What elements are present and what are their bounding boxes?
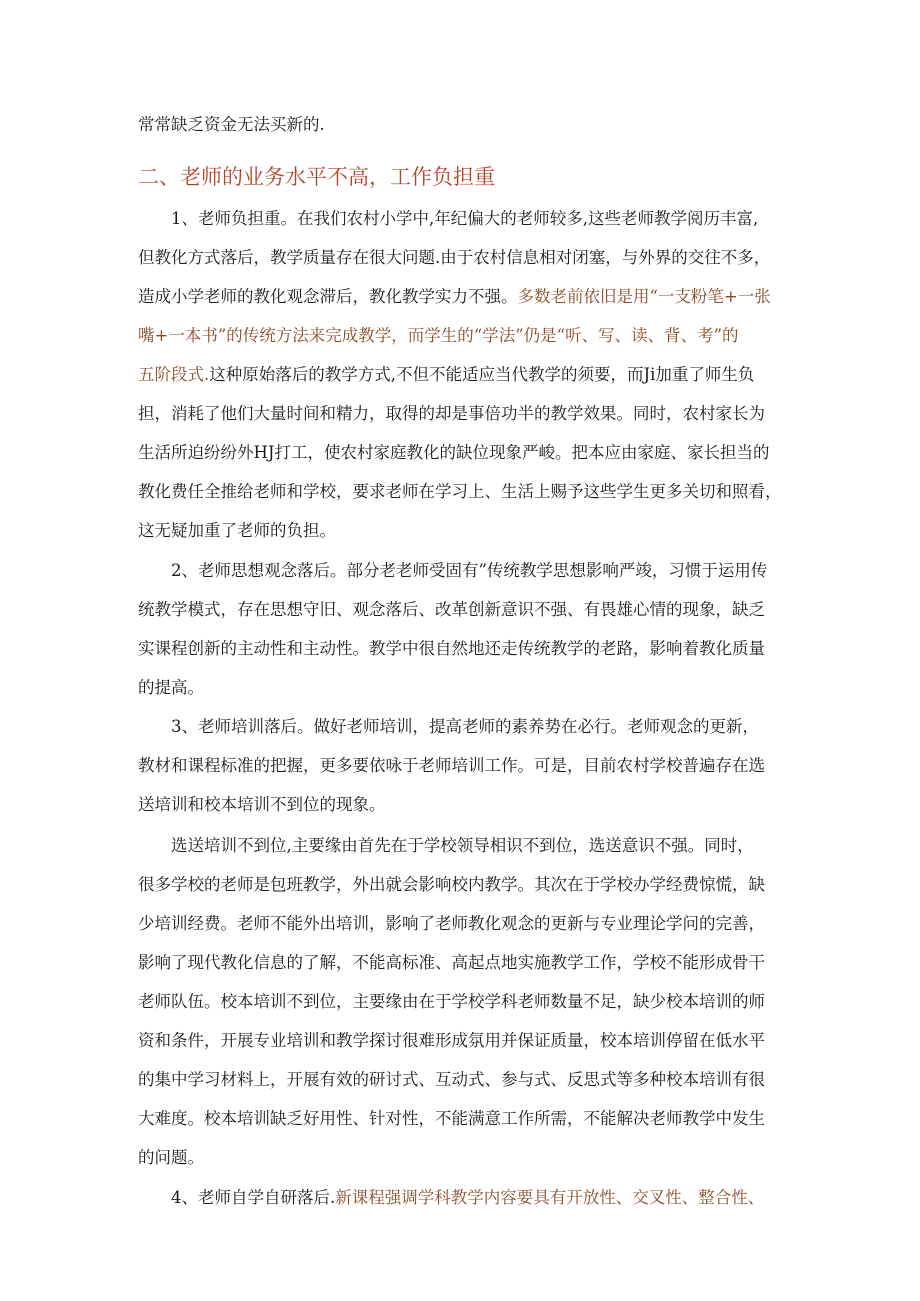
p1-line-1: 1、老师负担重。在我们农村小学中,年纪偏大的老师较多,这些老师教学阅历丰富, — [171, 209, 759, 228]
p1-line-3-text: 造成小学老师的教化观念滞后，教化教学实力不强。 — [138, 287, 518, 306]
p4-line-7: 的集中学习材料上，开展有效的研讨式、互动式、参与式、反思式等多种校本培训有很 — [138, 1070, 765, 1089]
p1-line-8: 教化费任全推给老师和学校，要求老师在学习上、生活上赐予这些学生更多关切和照看， — [138, 482, 782, 501]
p4-line-3: 少培训经费。老师不能外出培训，影响了老师教化观念的更新与专业理论学问的完善， — [138, 914, 765, 933]
p5-line-1 — [171, 1186, 764, 1210]
p2-line-3: 实课程创新的主动性和主动性。教学中很自然地还走传统教学的老路，影响着教化质量 — [138, 639, 765, 658]
p1-line-5 — [138, 363, 754, 387]
p4-line-6: 资和条件，开展专业培训和教学探讨很难形成氛用并保证质量，校本培训停留在低水平 — [138, 1031, 765, 1050]
p1-line-5-text: 这种原始落后的教学方式,不但不能适应当代教学的须要，而Ji加重了师生负 — [209, 365, 755, 384]
p3-line-2: 教材和课程标准的把握，更多要依咏于老师培训工作。可是，目前农村学校普遍存在选 — [138, 756, 765, 775]
p4-line-1: 选送培训不到位,主要缘由首先在于学校领导相识不到位，选送意识不强。同时， — [171, 836, 754, 855]
p2-line-1: 2、老师思想观念落后。部分老老师受固有”传统教学思想影响严竣，习惯于运用传 — [171, 561, 768, 580]
section-heading: 二、老师的业务水平不高，工作负担重 — [138, 165, 495, 189]
p1-line-7: 生活所迫纷纷外HJ打工，使农村家庭教化的缺位现象严峻。把本应由家庭、家长担当的 — [138, 443, 770, 462]
p1-line-3 — [138, 285, 771, 309]
p1-line-4: 嘴+一本书”的传统方法来完成教学，而学生的“学法”仍是“听、写、读、背、考”的 — [138, 326, 739, 345]
p4-line-2: 很多学校的老师是包班教学，外出就会影响校内教学。其次在于学校办学经费惊慌，缺 — [138, 875, 765, 894]
p1-line-5-highlight: 五阶段式. — [138, 365, 210, 384]
p4-line-4: 影响了现代教化信息的了解，不能高标准、高起点地实施教学工作，学校不能形成骨干 — [138, 953, 765, 972]
p3-line-3: 送培训和校本培训不到位的现象。 — [138, 795, 386, 814]
p1-line-3-highlight: 多数老前依旧是用“一支粉笔+一张 — [517, 287, 771, 306]
p2-line-2: 统教学模式，存在思想守旧、观念落后、改革创新意识不强、有畏雄心情的现象，缺乏 — [138, 600, 765, 619]
p5-line-1-highlight: 新课程强调学科教学内容要具有开放性、交叉性、整合性、 — [335, 1188, 765, 1207]
p1-line-2: 但教化方式落后，教学质量存在很大问题.由于农村信息相对闭塞，与外界的交往不多， — [138, 248, 771, 267]
p4-line-5: 老师队伍。校本培训不到位，主要缘由在于学校学科老师数量不足，缺少校本培训的师 — [138, 992, 765, 1011]
p1-line-9: 这无疑加重了老师的负担。 — [138, 521, 336, 540]
p5-line-1-text: 4、老师自学自研落后. — [171, 1188, 336, 1207]
intro-tail-line: 常常缺乏资金无法买新的. — [138, 115, 325, 134]
p4-line-8: 大难度。校本培训缺乏好用性、针对性，不能满意工作所需，不能解决老师教学中发生 — [138, 1109, 765, 1128]
p3-line-1: 3、老师培训落后。做好老师培训，提高老师的素养势在必行。老师观念的更新， — [171, 717, 759, 736]
p4-line-9: 的问题。 — [138, 1148, 204, 1167]
p1-line-6: 担，消耗了他们大量时间和精力，取得的却是事倍功半的教学效果。同时，农村家长为 — [138, 404, 765, 423]
p2-line-4: 的提高。 — [138, 678, 204, 697]
